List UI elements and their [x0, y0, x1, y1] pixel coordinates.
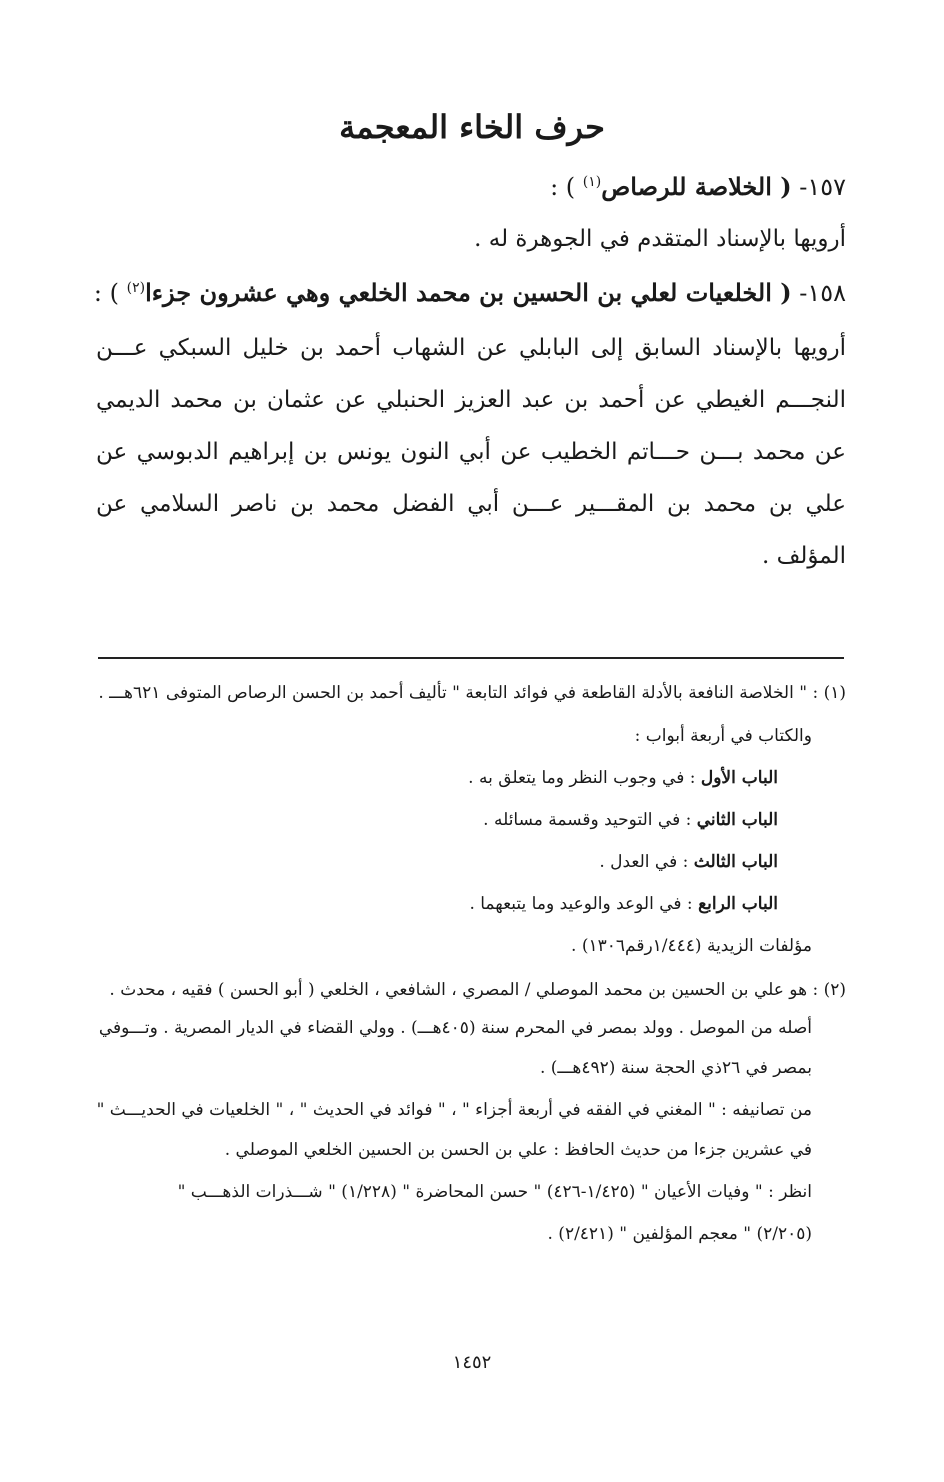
footnote-marker[interactable]: (١): [582, 174, 602, 190]
footnote-1-reference: مؤلفات الزيدية (١/٤٤٤رقم١٣٠٦) .: [571, 936, 812, 956]
chapter-text: : في وجوب النظر وما يتعلق به .: [468, 768, 696, 788]
chapter-text: : في التوحيد وقسمة مسائله .: [483, 810, 692, 830]
footnote-2-line-4: من تصانيفه : " المغني في الفقه في أربعة أجزاء " ، " فوائد في الحديث " ، " الخلعيات في الحديـــث ": [96, 1100, 812, 1120]
section-heading: حرف الخاء المعجمة: [339, 108, 605, 146]
footnote-1-line-2: والكتاب في أربعة أبواب :: [634, 726, 812, 746]
chapter-item: [96, 768, 778, 788]
chapter-item: [96, 810, 778, 830]
page-number: ١٤٥٢: [452, 1352, 492, 1373]
chapter-text: : في الوعد والوعيد وما يتبعهما .: [469, 894, 693, 914]
footnote-2-line-3: بمصر في ٢٦ذي الحجة سنة (٤٩٢هـــ) .: [539, 1058, 812, 1078]
chapter-label: الباب الثاني: [696, 810, 778, 830]
footnote-2-line-6: انظر : " وفيات الأعيان " (١/٤٢٥-٤٢٦) " حسن المحاضرة " (١/٢٢٨) " شـــذرات الذهـــب ": [177, 1182, 812, 1202]
entry-title: ( الخلعيات لعلي بن الحسين بن محمد الخلعي وهي عشرون جزءا: [145, 278, 792, 307]
footnote-2-line-7: (٢/٢٠٥) " معجم المؤلفين " (٢/٤٢١) .: [547, 1224, 812, 1244]
chapter-label: الباب الثالث: [693, 852, 778, 872]
chapter-item: [96, 852, 778, 872]
entry-tail: ) :: [550, 173, 576, 201]
chapter-label: الباب الأول: [700, 768, 778, 788]
entry-title: ( الخلاصة للرصاص: [601, 172, 792, 201]
footnote-2-line-5: في عشرين جزءا من حديث الحافظ : علي بن الحسن بن الحسين الخلعي الموصلي .: [224, 1140, 812, 1160]
entry-158-paragraph: أرويها بالإسناد السابق إلى البابلي عن الشهاب أحمد بن خليل السبكي عـــن النجـــم الغيطي عن أحمد بن عبد العزيز الحنبلي عن عثمان بن محمد الديمي عن محمد بـــن حـــاتم الخطيب عن أبي النون يونس بن إبراهيم الدبوسي عن علي بن محمد بن المقـــير عـــن أبي الفضل محمد بن ناصر السلامي عن المؤلف .: [96, 335, 846, 569]
footnote-2-line-2: أصله من الموصل . وولد بمصر في المحرم سنة (٤٠٥هـــ) . وولي القضاء في الديار المصرية . وتـــوفي: [98, 1018, 812, 1038]
entry-number: ١٥٨-: [799, 279, 846, 307]
footnote-2-line-1: (٢) : هو علي بن الحسين بن محمد الموصلي / المصري ، الشافعي ، الخلعي ( أبو الحسن ) فقيه ، محدث .: [109, 980, 846, 1000]
chapter-item: [96, 894, 778, 914]
entry-158-title: [93, 278, 846, 307]
entry-157-title: [96, 172, 846, 201]
entry-157-text: أرويها بالإسناد المتقدم في الجوهرة له .: [474, 226, 846, 252]
chapter-text: : في العدل .: [599, 852, 689, 872]
footnote-separator: [98, 657, 844, 659]
chapter-label: الباب الرابع: [698, 894, 778, 914]
footnote-1-line-1: (١) : " الخلاصة النافعة بالأدلة القاطعة في فوائد التابعة " تأليف أحمد بن الحسن الرصاص المتوفى ٦٢١هـــ .: [98, 683, 846, 703]
entry-tail: ) :: [93, 279, 119, 307]
entry-number: ١٥٧-: [799, 173, 846, 201]
footnote-marker[interactable]: (٢): [126, 280, 146, 296]
